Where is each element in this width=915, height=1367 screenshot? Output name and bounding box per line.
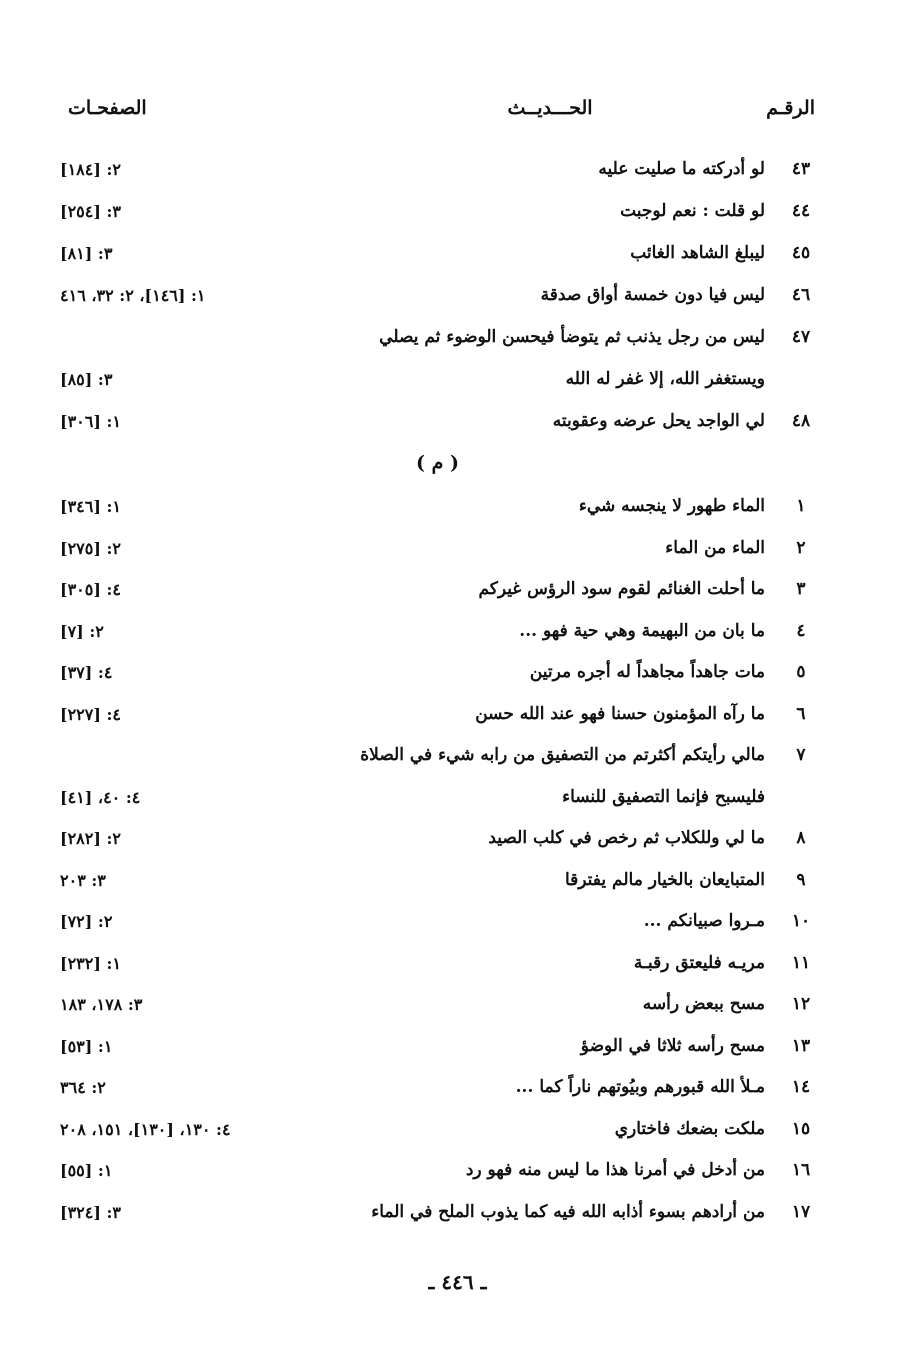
hadith-number: ١ bbox=[796, 496, 806, 516]
hadith-text: ما أحلت الغنائم لقوم سود الرؤس غيركم bbox=[478, 579, 765, 599]
hadith-text: ما رآه المؤمنون حسنا فهو عند الله حسن bbox=[475, 703, 765, 724]
hadith-number: ٩ bbox=[796, 869, 806, 890]
list-item bbox=[0, 239, 915, 273]
list-item bbox=[0, 1073, 915, 1107]
hadith-number: ٦ bbox=[796, 703, 806, 724]
hadith-text: مـروا صبيانكم ... bbox=[643, 911, 765, 931]
hadith-number: ٧ bbox=[796, 745, 806, 765]
hadith-text: مالي رأيتكم أكثرتم من التصفيق من رابه شيء في الصلاة bbox=[360, 745, 765, 765]
hadith-number: ٤٥ bbox=[791, 243, 811, 263]
page-reference: ٢: ٣٦٤ bbox=[60, 1078, 106, 1097]
page-reference: ١: [٣٠٦] bbox=[60, 412, 121, 431]
list-item bbox=[0, 534, 915, 568]
list-item bbox=[0, 658, 915, 692]
hadith-text: من أرادهم بسوء أذابه الله فيه كما يذوب الملح في الماء bbox=[371, 1201, 765, 1222]
hadith-number: ٣ bbox=[796, 579, 806, 599]
hadith-text: مسح رأسه ثلاثا في الوضؤ bbox=[580, 1035, 765, 1056]
hadith-text: الماء طهور لا ينجسه شيء bbox=[578, 496, 765, 516]
list-item bbox=[0, 197, 915, 231]
hadith-text: الماء من الماء bbox=[665, 537, 765, 558]
hadith-text: لو قلت : نعم لوجبت bbox=[620, 201, 765, 221]
page-reference: ٣: ٢٠٣ bbox=[60, 870, 106, 890]
hadith-number: ٥ bbox=[796, 662, 806, 682]
hadith-number: ١٢ bbox=[791, 994, 811, 1014]
hadith-text: مسح ببعض رأسه bbox=[642, 994, 765, 1014]
hadith-text: مـلأ الله قبورهم وبيُوتهم ناراً كما ... bbox=[515, 1077, 765, 1097]
hadith-text: ملكت بضعك فاختاري bbox=[614, 1118, 765, 1139]
list-item bbox=[0, 575, 915, 609]
page-reference: ١: [٥٥] bbox=[60, 1161, 113, 1180]
list-item bbox=[0, 866, 915, 900]
page-reference: ١: [٣٤٦] bbox=[60, 497, 121, 516]
section-title: ( م ) bbox=[416, 452, 459, 474]
list-item bbox=[0, 155, 915, 189]
page-reference: ٣: ١٧٨، ١٨٣ bbox=[60, 995, 143, 1014]
section-heading bbox=[0, 452, 915, 474]
hadith-text: ليس من رجل يذنب ثم يتوضأ فيحسن الوضوء ثم يصلي bbox=[379, 327, 765, 347]
list-item bbox=[0, 1198, 915, 1232]
list-item bbox=[0, 949, 915, 983]
page-reference: ٤: [٢٢٧] bbox=[60, 704, 121, 724]
list-item bbox=[0, 700, 915, 734]
page-reference: ٤: ١٣٠، [١٣٠]، ١٥١، ٢٠٨ bbox=[60, 1119, 231, 1139]
page-number: ـ ٤٤٦ ـ bbox=[428, 1270, 487, 1294]
list-item bbox=[0, 990, 915, 1024]
hadith-text: لي الواجد يحل عرضه وعقوبته bbox=[552, 411, 765, 431]
list-item bbox=[0, 907, 915, 941]
page-reference: ٢: [١٨٤] bbox=[60, 160, 121, 179]
page-reference: ١: [٥٣] bbox=[60, 1036, 113, 1056]
hadith-text: لو أدركته ما صليت عليه bbox=[598, 159, 765, 179]
hadith-text: ما لي وللكلاب ثم رخص في كلب الصيد bbox=[488, 828, 765, 848]
list-item bbox=[0, 365, 915, 399]
hadith-text: من أدخل في أمرنا هذا ما ليس منه فهو رد bbox=[465, 1160, 765, 1180]
hadith-number: ٤ bbox=[796, 620, 806, 641]
list-item bbox=[0, 323, 915, 357]
hadith-text: ليس فيا دون خمسة أواق صدقة bbox=[540, 285, 765, 305]
header-number: الرقـم bbox=[766, 97, 815, 119]
list-item bbox=[0, 1156, 915, 1190]
list-item bbox=[0, 824, 915, 858]
hadith-number: ١٧ bbox=[791, 1201, 811, 1222]
hadith-text: ليبلغ الشاهد الغائب bbox=[630, 243, 765, 263]
page-reference: ٣: [٨١] bbox=[60, 244, 113, 263]
page-reference: ٣: [٨٥] bbox=[60, 370, 113, 389]
hadith-number: ١٦ bbox=[791, 1160, 811, 1180]
header-hadith: الحـــديــث bbox=[507, 97, 593, 119]
hadith-text: فليسبح فإنما التصفيق للنساء bbox=[562, 786, 765, 807]
hadith-number: ١٣ bbox=[791, 1035, 811, 1056]
list-item bbox=[0, 407, 915, 441]
hadith-number: ١٤ bbox=[791, 1077, 811, 1097]
list-item bbox=[0, 783, 915, 817]
hadith-text: ما بان من البهيمة وهي حية فهو ... bbox=[519, 620, 765, 641]
page-reference: ١: [١٤٦]، ٢: ٣٢، ٤١٦ bbox=[60, 286, 206, 305]
page-reference: ٣: [٢٥٤] bbox=[60, 202, 121, 221]
hadith-text: مريـه فليعتق رقبـة bbox=[633, 952, 765, 973]
list-item bbox=[0, 1115, 915, 1149]
list-item bbox=[0, 617, 915, 651]
list-item bbox=[0, 492, 915, 526]
page-reference: ٤: [٣٠٥] bbox=[60, 580, 121, 599]
hadith-text: ويستغفر الله، إلا غفر له الله bbox=[565, 369, 765, 389]
page-reference: ٢: [٧٢] bbox=[60, 912, 113, 931]
list-item bbox=[0, 741, 915, 775]
page-reference: ١: [٢٣٢] bbox=[60, 953, 121, 973]
page-reference: ٤: [٣٧] bbox=[60, 663, 113, 682]
hadith-number: ٤٣ bbox=[791, 159, 811, 179]
page-reference: ٣: [٣٢٤] bbox=[60, 1202, 121, 1222]
hadith-number: ١٠ bbox=[791, 911, 811, 931]
hadith-number: ١٥ bbox=[791, 1118, 811, 1139]
hadith-number: ٤٦ bbox=[791, 285, 811, 305]
page-reference: ٢: [٢٨٢] bbox=[60, 829, 121, 848]
hadith-number: ٤٨ bbox=[791, 411, 811, 431]
page-reference: ٢: [٢٧٥] bbox=[60, 538, 121, 558]
hadith-text: مات جاهداً مجاهداً له أجره مرتين bbox=[529, 662, 765, 682]
hadith-number: ٤٧ bbox=[791, 327, 811, 347]
list-item bbox=[0, 281, 915, 315]
list-item bbox=[0, 1032, 915, 1066]
header-pages: الصفحـات bbox=[68, 97, 147, 119]
page-reference: ٤: ٤٠، [٤١] bbox=[60, 787, 141, 807]
hadith-number: ٤٤ bbox=[791, 201, 811, 221]
hadith-number: ١١ bbox=[791, 952, 811, 973]
page-reference: ٢: [٧] bbox=[60, 621, 104, 641]
hadith-number: ٨ bbox=[796, 828, 806, 848]
hadith-number: ٢ bbox=[796, 537, 806, 558]
hadith-text: المتبايعان بالخيار مالم يفترقا bbox=[564, 869, 765, 890]
